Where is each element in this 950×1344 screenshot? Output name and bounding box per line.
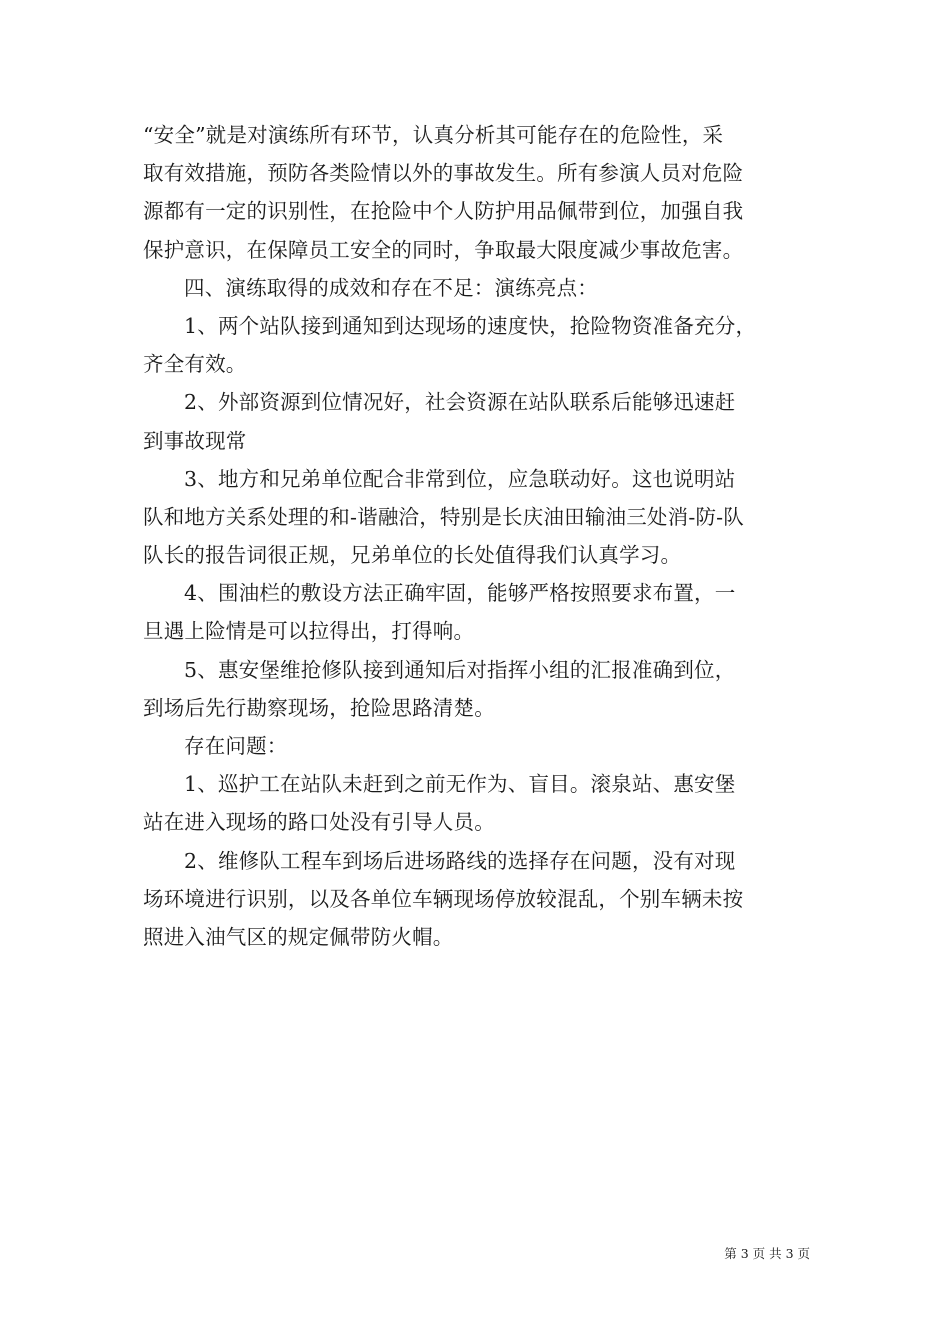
text-line: 到场后先行勘察现场，抢险思路清楚。 — [143, 695, 495, 720]
page-number-footer: 第 3 页 共 3 页 — [724, 1246, 810, 1261]
text-line: 保护意识，在保障员工安全的同时，争取最大限度减少事故危害。 — [143, 237, 744, 262]
text-line: 队长的报告词很正规，兄弟单位的长处值得我们认真学习。 — [143, 543, 682, 568]
text-line: 2、维修队工程车到场后进场路线的选择存在问题，没有对现 — [184, 848, 736, 873]
text-line: 场环境进行识别，以及各单位车辆现场停放较混乱，个别车辆未按 — [143, 886, 744, 911]
text-line: 4、围油栏的敷设方法正确牢固，能够严格按照要求布置，一 — [184, 581, 736, 606]
text-line: “安全”就是对演练所有环节，认真分析其可能存在的危险性，采 — [143, 123, 724, 147]
text-line: 3、地方和兄弟单位配合非常到位，应急联动好。这也说明站 — [184, 466, 736, 491]
text-line: 到事故现常 — [143, 428, 247, 453]
text-line: 旦遇上险情是可以拉得出，打得响。 — [143, 619, 475, 644]
text-line: 齐全有效。 — [143, 352, 247, 377]
document-body — [143, 116, 807, 956]
text-line: 2、外部资源到位情况好，社会资源在站队联系后能够迅速赶 — [184, 390, 736, 415]
section-heading: 四、演练取得的成效和存在不足：演练亮点： — [184, 275, 598, 300]
text-line: 站在进入现场的路口处没有引导人员。 — [143, 810, 495, 835]
text-line: 源都有一定的识别性，在抢险中个人防护用品佩带到位，加强自我 — [143, 199, 744, 224]
text-line: 5、惠安堡维抢修队接到通知后对指挥小组的汇报准确到位， — [184, 657, 736, 682]
text-line: 队和地方关系处理的和-谐融洽，特别是长庆油田输油三处消-防-队 — [143, 504, 744, 529]
text-line: 取有效措施，预防各类险情以外的事故发生。所有参演人员对危险 — [143, 161, 744, 186]
text-line: 1、巡护工在站队未赶到之前无作为、盲目。滚泉站、惠安堡 — [184, 772, 736, 797]
text-line: 照进入油气区的规定佩带防火帽。 — [143, 924, 454, 949]
text-line: 1、两个站队接到通知到达现场的速度快，抢险物资准备充分， — [184, 313, 757, 338]
section-heading: 存在问题： — [184, 734, 288, 758]
